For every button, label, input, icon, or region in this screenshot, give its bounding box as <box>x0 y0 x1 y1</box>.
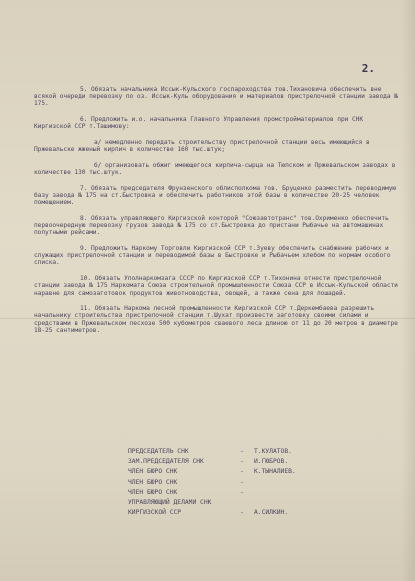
signature-title: ЧЛЕН БЮРО СНК <box>128 478 178 486</box>
paragraph-9: 9. Предложить Наркому Торговли Киргизской ССР т.Зуеву обеспечить снабжение рабочих и служащих пристрелочной станции и переводимой базы в Быстровке и Рыбачьем хлебом по нормам особого списка. <box>34 245 391 267</box>
signature-name: И.ГЮБРОВ. <box>254 458 289 466</box>
paragraph-7: 7. Обязать председателя Фрунзенского облисполкома тов. Бруценко разместить переводимую базу завода № 175 на ст.Быстровка и обеспечить работников этой базы в количестве 20-25 человек помещением. <box>34 184 397 207</box>
signature-dash <box>240 498 254 508</box>
signature-title: ЗАМ.ПРЕДСЕДАТЕЛЯ СНК <box>128 458 204 466</box>
signature-dash: - <box>240 458 244 466</box>
signature-dash: - <box>240 509 244 517</box>
paragraph-11: 11. Обязать Наркома лесной промышленности Киргизской ССР т.Деркембаева разрешить начальнику строительства пристрелочной станции т.Шухат произвести заготовку своими силами и средствами в Пржевальском лесхозе 500 кубометров сваевого леса длиною от 11 до 20 метров в диаметре 18-25 сантиметров. <box>34 305 398 334</box>
signature-dash: - <box>240 488 244 496</box>
signature-row <box>128 478 296 488</box>
paragraph-10: 10. Обязать Уполнаркомзага СССР по Киргизской ССР т.Тихонина отнести пристрелочной станции завода № 175 Наркомата Союза строительной промышленности Союза ССР в Иссык-Кульской области наравне для самозаготовок продуктов животноводства, овощей, а также сена для лошадей. <box>34 275 398 297</box>
signature-title: КИРГИЗСКОЙ ССР <box>128 509 182 517</box>
paper-edge-shadow <box>401 0 415 581</box>
signature-row <box>128 457 296 467</box>
signature-title: ПРЕДСЕДАТЕЛЬ СНК <box>128 448 189 455</box>
paper-fold-line <box>0 318 415 319</box>
signature-name: Т.КУЛАТОВ. <box>254 448 292 455</box>
signature-row <box>128 447 296 457</box>
signature-name: К.ТЫНАЛИЕВ. <box>254 468 296 476</box>
signature-row <box>128 498 296 508</box>
signature-dash: - <box>240 478 244 486</box>
signature-row <box>128 508 296 518</box>
signature-title: УПРАВЛЯЮЩИЙ ДЕЛАМИ СНК <box>128 499 212 507</box>
signature-row <box>128 488 296 498</box>
paragraph-6: 6. Предложить и.о. начальника Главного Управления промстройматериалов при СНК Киргизской ССР т.Ташимову: <box>34 116 363 131</box>
signature-dash: - <box>240 468 244 476</box>
paragraph-6b: б/ организовать обжиг имеющегося кирпича-сырца на Тюпском и Пржевальском заводах в количестве 130 тыс.штук. <box>34 161 396 177</box>
page-number: 2. <box>361 62 375 75</box>
paragraph-5: 5. Обязать начальника Иссык-Кульского госпароходства тов.Тихановича обеспечить вне всякой очереди перевозку по оз. Иссык-Куль оборудования и материалов пристрелочной станции завода № 175. <box>34 86 398 108</box>
paragraph-6a: а/ немедленно передать строительству пристрелочной станции весь имеющийся в Пржевальске жженый кирпич в количестве 160 тыс.штук; <box>34 139 370 154</box>
document-body <box>34 86 401 343</box>
signature-title: ЧЛЕН БЮРО СНК <box>128 468 178 476</box>
signature-block <box>128 447 296 518</box>
signature-name: А.СИЛКИН. <box>254 509 289 517</box>
signature-row <box>128 467 296 477</box>
signature-title: ЧЛЕН БЮРО СНК <box>128 488 178 496</box>
signature-dash: - <box>240 448 244 455</box>
paragraph-8: 8. Обязать управляющего Киргизской конторой "Союзавтотранс" тов.Охрименко обеспечить первоочередную перевозку грузов завода № 175 со ст.Быстровка до пристани Рыбачье на автомашинах попутными рейсами. <box>34 214 389 237</box>
